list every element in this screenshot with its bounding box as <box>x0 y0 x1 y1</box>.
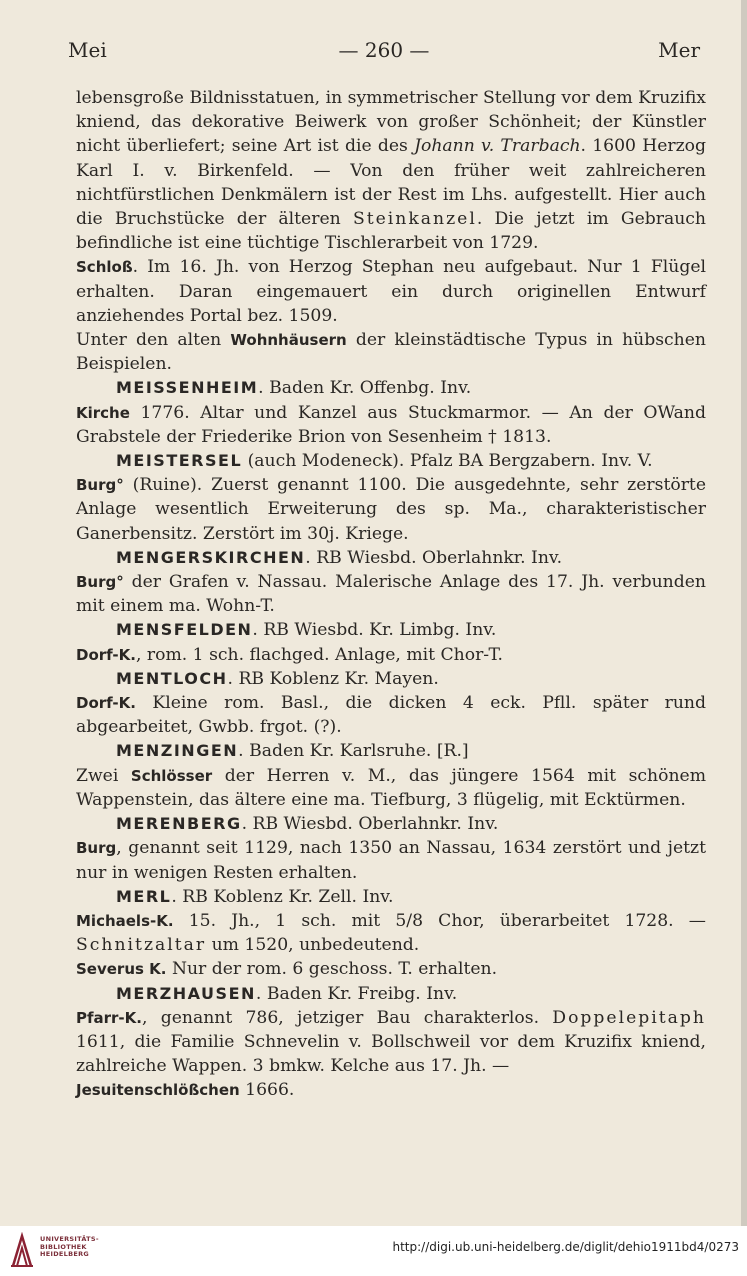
place-name: MENGERSKIRCHEN <box>116 547 306 567</box>
entry-paragraph <box>76 1078 706 1102</box>
place-name: MENZINGEN <box>116 741 239 761</box>
entry-heading <box>76 739 706 763</box>
entry-paragraph <box>76 691 706 739</box>
text-run: Unter den alten <box>76 330 231 351</box>
entry-heading <box>76 618 706 642</box>
text-run: . Die jetzt im Gebrauch befindliche ist eine tüchtige Tischlerarbeit von 1729. <box>76 209 706 254</box>
place-info: . RB Wiesbd. Oberlahnkr. Inv. <box>241 814 499 835</box>
text-run: lebensgroße Bildnisstatuen, in symmetrischer Stellung vor dem Kruzifix kniend, das dekorative Beiwerk von großer Schönheit; der Künstler nicht überliefert; seine Art ist die des <box>76 88 706 157</box>
place-name: MENTLOCH <box>116 668 228 688</box>
place-name: MEISSENHEIM <box>116 378 259 398</box>
text-run: , genannt 786, jetziger Bau charakterlos. <box>141 1007 553 1028</box>
keyword: Burg° <box>76 573 124 592</box>
text-run: , rom. 1 sch. flachged. Anlage, mit Chor-T. <box>135 644 503 665</box>
entry-paragraph <box>76 764 706 812</box>
keyword: Severus K. <box>76 960 167 979</box>
text-run: der kleinstädtische Typus in hübschen Beispielen. <box>76 330 706 375</box>
library-name-line: UNIVERSITÄTS- <box>40 1235 99 1243</box>
place-name: MEISTERSEL <box>116 451 243 471</box>
text-run: 1776. Altar und Kanzel aus Stuckmarmor. — An der OWand Grabstele der Friederike Brion von Sesenheim † 1813. <box>76 402 706 447</box>
text-run: , genannt seit 1129, nach 1350 an Nassau, 1634 zerstört und jetzt nur in wenigen Resten erhalten. <box>76 838 706 883</box>
place-name: MERZHAUSEN <box>116 983 256 1003</box>
place-name: MERENBERG <box>116 814 242 834</box>
text-run: der Grafen v. Nassau. Malerische Anlage des 17. Jh. verbunden mit einem ma. Wohn-T. <box>76 572 706 617</box>
body-text <box>76 86 706 1103</box>
keyword: Burg° <box>76 476 124 495</box>
entry-paragraph <box>76 643 706 667</box>
header-left: Mei <box>68 38 107 62</box>
entry-heading <box>76 376 706 400</box>
text-run: Nur der rom. 6 geschoss. T. erhalten. <box>166 959 498 980</box>
text-run: Zwei <box>76 765 131 786</box>
library-name-line: HEIDELBERG <box>40 1250 90 1258</box>
text-run: 1666. <box>239 1080 295 1101</box>
text-run: . Im 16. Jh. von Herzog Stephan neu aufgebaut. Nur 1 Flügel erhalten. Daran eingemauert ein durch originellen Entwurf anziehendes Portal bez. 1509. <box>76 257 706 326</box>
place-info: . RB Wiesbd. Kr. Limbg. Inv. <box>252 620 497 641</box>
source-url-link[interactable]: http://digi.ub.uni-heidelberg.de/diglit/dehio1911bd4/0273 <box>392 1240 739 1254</box>
place-info: . Baden Kr. Karlsruhe. [R.] <box>238 741 469 762</box>
entry-paragraph <box>76 909 706 957</box>
place-info: . RB Koblenz Kr. Zell. Inv. <box>171 886 394 907</box>
keyword: Jesuitenschlößchen <box>76 1081 240 1100</box>
text-run: . 1600 Herzog Karl I. v. Birkenfeld. — Von den früher weit zahlreicheren nichtfürstlichen Denkmälern ist der Rest im Lhs. aufgestellt. Hier auch die Bruchstücke der älteren <box>76 136 706 230</box>
text-run: 15. Jh., 1 sch. mit 5/8 Chor, überarbeitet 1728. — <box>173 910 706 931</box>
library-name-line: BIBLIOTHEK <box>40 1242 87 1251</box>
entry-heading <box>76 667 706 691</box>
page-edge <box>741 0 747 1226</box>
spaced-term: Doppelepitaph <box>552 1007 706 1028</box>
gazetteer-entries <box>76 376 706 1102</box>
library-name <box>40 1236 99 1259</box>
entry-heading <box>76 812 706 836</box>
intro-paragraph <box>76 255 706 328</box>
text-run: um 1520, unbedeutend. <box>206 935 420 956</box>
text-run: der Herren v. M., das jüngere 1564 mit schönem Wappenstein, das ältere eine ma. Tiefburg, 3 flügelig, mit Ecktürmen. <box>76 765 706 810</box>
place-info: . RB Koblenz Kr. Mayen. <box>227 668 439 689</box>
entry-paragraph <box>76 473 706 546</box>
place-name: MERL <box>116 886 172 906</box>
place-info: (auch Modeneck). Pfalz BA Bergzabern. Inv. V. <box>242 451 653 472</box>
keyword: Kirche <box>76 403 130 422</box>
text-run: Kleine rom. Basl., die dicken 4 eck. Pfll. später rund abgearbeitet, Gwbb. frgot. (?). <box>76 693 706 738</box>
library-logo-icon <box>10 1232 34 1268</box>
entry-heading <box>76 546 706 570</box>
entry-heading <box>76 885 706 909</box>
entry-paragraph <box>76 401 706 449</box>
entry-paragraph <box>76 957 706 981</box>
text-run: (Ruine). Zuerst genannt 1100. Die ausgedehnte, sehr zerstörte Anlage wesentlich Erweiterung des sp. Ma., charakteristischer Ganerbensitz. Zerstört im 30j. Kriege. <box>76 475 706 544</box>
entry-paragraph <box>76 1006 706 1079</box>
header-right: Mer <box>658 38 700 62</box>
keyword: Dorf-K. <box>76 694 136 713</box>
entry-paragraph <box>76 570 706 618</box>
entry-heading <box>76 982 706 1006</box>
entry-paragraph <box>76 836 706 884</box>
intro-paragraph <box>76 328 706 376</box>
keyword: Wohnhäusern <box>230 331 347 350</box>
running-header <box>68 38 700 64</box>
text-run: 1611, die Familie Schnevelin v. Bollschweil vor dem Kruzifix kniend, zahlreiche Wappen. 3 bmkw. Kelche aus 17. Jh. — <box>76 1031 706 1077</box>
spaced-term: Schnitzaltar <box>76 935 207 956</box>
entry-heading <box>76 449 706 473</box>
intro-paragraph <box>76 86 706 255</box>
page-number: — 260 — <box>338 38 430 62</box>
keyword: Pfarr-K. <box>76 1008 142 1027</box>
place-info: . RB Wiesbd. Oberlahnkr. Inv. <box>305 547 563 568</box>
spaced-term: Steinkanzel <box>352 209 477 230</box>
keyword: Schlösser <box>130 766 213 785</box>
keyword: Burg <box>76 839 117 858</box>
place-name: MENSFELDEN <box>116 620 253 640</box>
keyword: Dorf-K. <box>76 645 136 664</box>
place-info: . Baden Kr. Freibg. Inv. <box>255 983 458 1004</box>
artist-name: Johann v. Trarbach <box>414 136 581 157</box>
keyword: Schloß <box>76 258 133 277</box>
place-info: . Baden Kr. Offenbg. Inv. <box>258 378 472 399</box>
keyword: Michaels-K. <box>76 911 174 930</box>
